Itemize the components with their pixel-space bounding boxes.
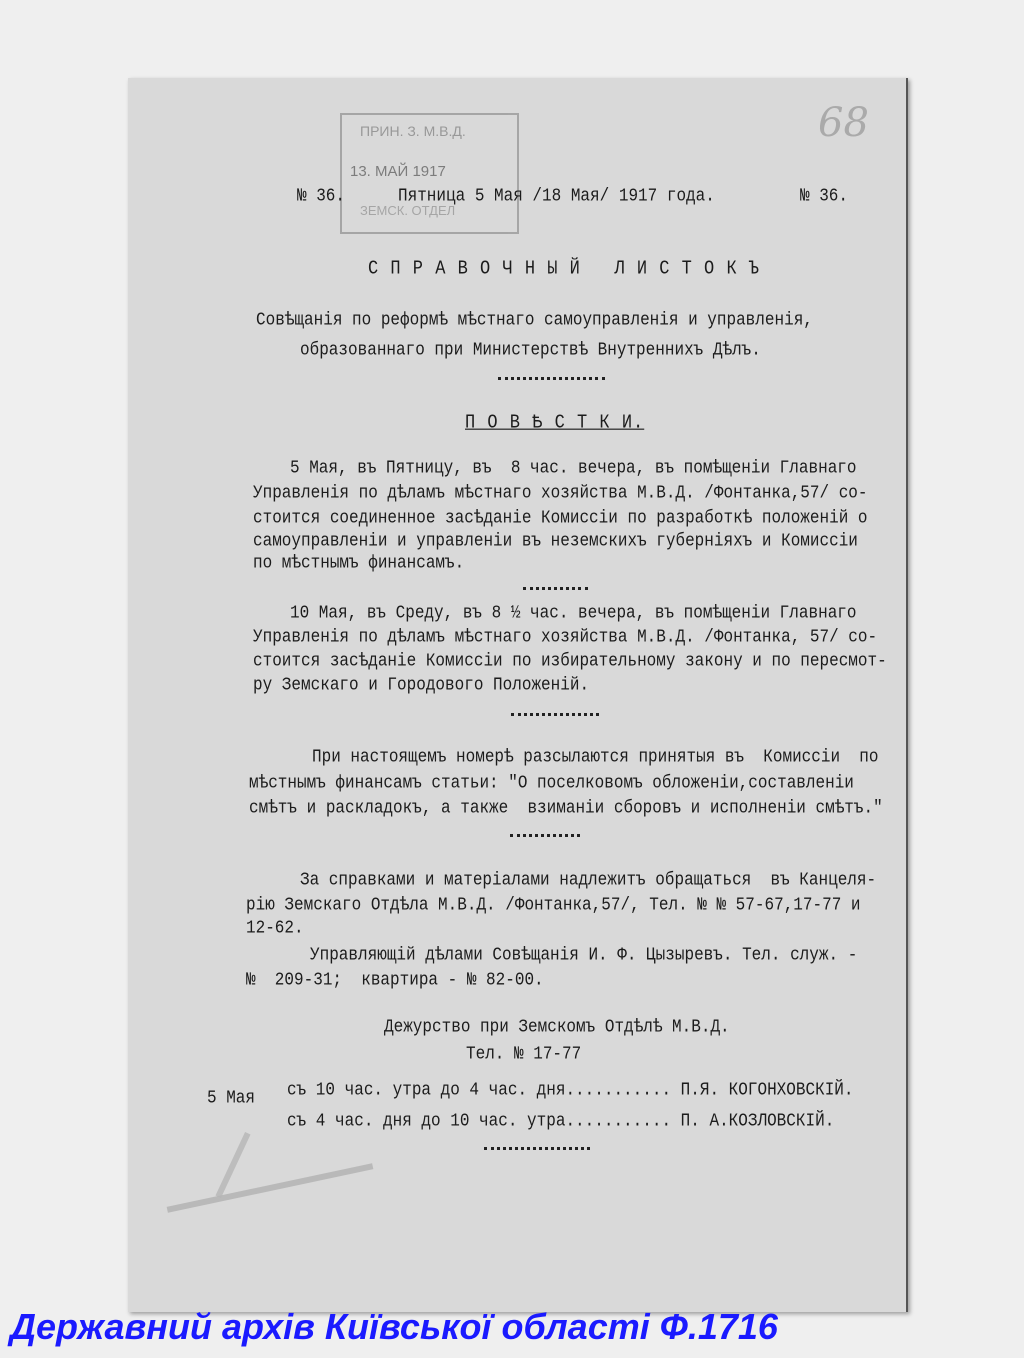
issue-number-left: № 36. <box>297 185 346 207</box>
paragraph-line: по мѣстнымъ финансамъ. <box>253 552 465 574</box>
paragraph-line: 5 Мая, въ Пятницу, въ 8 час. вечера, въ помѣщеніи Главнаго <box>290 457 857 479</box>
paragraph-line: № 209-31; квартира - № 82-00. <box>246 969 544 991</box>
document-title: С П Р А В О Ч Н Ы Й Л И С Т О К Ъ <box>368 258 761 281</box>
separator <box>523 587 588 590</box>
archive-watermark: Державний архів Київської області Ф.1716 <box>10 1306 778 1347</box>
registration-stamp <box>340 113 519 234</box>
paragraph-line: мѣстнымъ финансамъ статьи: "О поселковомъ обложеніи,составленіи <box>249 772 854 794</box>
separator <box>510 834 580 837</box>
handwritten-page-number: 68 <box>818 100 869 146</box>
agenda-heading: П О В Ѣ С Т К И. <box>465 412 645 435</box>
issue-number-right: № 36. <box>800 185 849 207</box>
duty-phone: Тел. № 17-77 <box>466 1043 582 1065</box>
stamp-date: 13. МАЙ 1917 <box>350 163 446 180</box>
paragraph-line: Управленія по дѣламъ мѣстнаго хозяйства М.В.Д. /Фонтанка, 57/ со- <box>253 626 878 648</box>
paragraph-line: стоится засѣданіе Комиссіи по избирательному закону и по пересмот- <box>253 650 887 672</box>
stamp-bottom-text: ЗЕМСК. ОТДЕЛ <box>360 203 456 218</box>
paragraph-line: ру Земскаго и Городового Положеній. <box>253 674 590 696</box>
paragraph-line: рію Земскаго Отдѣла М.В.Д. /Фонтанка,57/, Тел. № № 57-67,17-77 и <box>246 894 861 916</box>
subtitle-line: образованнаго при Министерствѣ Внутреннихъ Дѣлъ. <box>300 339 761 361</box>
separator <box>511 713 599 716</box>
issue-date: Пятница 5 Мая /18 Мая/ 1917 года. <box>398 185 715 207</box>
paragraph-line: 10 Мая, въ Среду, въ 8 ½ час. вечера, въ помѣщеніи Главнаго <box>290 602 857 624</box>
separator <box>484 1147 590 1150</box>
subtitle-line: Совѣщанія по реформѣ мѣстнаго самоуправленія и управленія, <box>256 309 813 331</box>
duty-date: 5 Мая <box>207 1087 256 1109</box>
paragraph-line: смѣтъ и раскладокъ, а также взиманіи сборовъ и исполненіи смѣтъ." <box>249 797 883 819</box>
paragraph-line: самоуправленіи и управленіи въ неземскихъ губерніяхъ и Комиссіи <box>253 530 858 552</box>
paragraph-line: При настоящемъ номерѣ разсылаются принятыя въ Комиссіи по <box>312 746 879 768</box>
stamp-top-text: ПРИН. З. М.В.Д. <box>360 123 466 139</box>
duty-shift: съ 10 час. утра до 4 час. дня........... П.Я. КОГОНХОВСКІЙ. <box>287 1079 854 1101</box>
duty-heading: Дежурство при Земскомъ Отдѣлѣ М.В.Д. <box>384 1016 730 1038</box>
paragraph-line: За справками и матеріалами надлежитъ обращаться въ Канцеля- <box>300 869 877 891</box>
paragraph-line: 12-62. <box>246 917 304 939</box>
paragraph-line: стоится соединенное засѣданіе Комиссіи по разработкѣ положеній о <box>253 507 868 529</box>
duty-shift: съ 4 час. дня до 10 час. утра........... П. А.КОЗЛОВСКІЙ. <box>287 1110 835 1132</box>
separator <box>498 377 605 380</box>
paragraph-line: Управленія по дѣламъ мѣстнаго хозяйства М.В.Д. /Фонтанка,57/ со- <box>253 482 868 504</box>
paragraph-line: Управляющій дѣлами Совѣщанія И. Ф. Цызыревъ. Тел. служ. - <box>310 944 858 966</box>
